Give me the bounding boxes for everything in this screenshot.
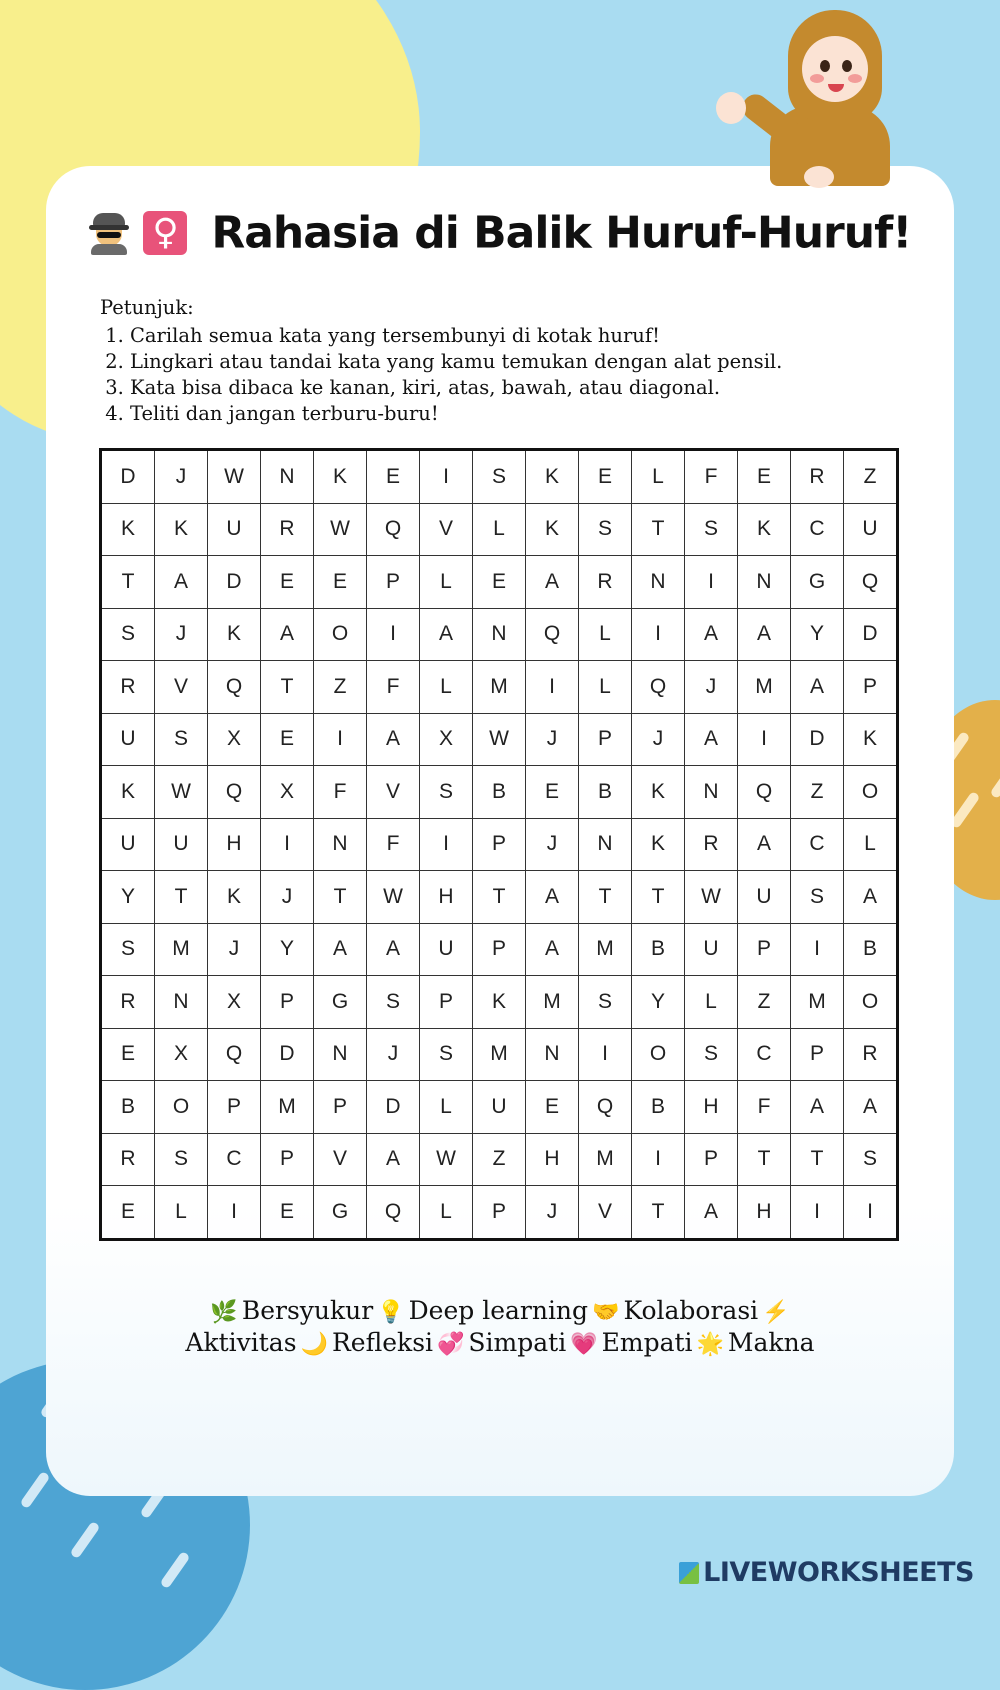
grid-row [101, 1133, 898, 1186]
grid-cell[interactable]: F [685, 450, 738, 504]
grid-cell[interactable]: V [579, 1186, 632, 1240]
grid-cell[interactable]: P [208, 1081, 261, 1134]
grid-cell[interactable]: S [155, 1133, 208, 1186]
word-list-item: Deep learning [408, 1296, 589, 1325]
heart-icon: 💗 [570, 1332, 598, 1357]
grid-cell[interactable]: O [844, 976, 898, 1029]
word-list-item: Aktivitas [185, 1328, 297, 1357]
grid-cell[interactable]: M [579, 923, 632, 976]
grid-cell[interactable]: Q [632, 661, 685, 714]
grid-row [101, 661, 898, 714]
grid-cell[interactable]: H [685, 1081, 738, 1134]
grid-cell[interactable]: G [791, 556, 844, 609]
grid-cell[interactable]: I [420, 818, 473, 871]
grid-cell[interactable]: L [420, 556, 473, 609]
grid-cell[interactable]: S [791, 871, 844, 924]
grid-cell[interactable]: K [526, 450, 579, 504]
grid-cell[interactable]: K [738, 503, 791, 556]
word-list-item: Simpati [468, 1328, 567, 1357]
grid-row [101, 871, 898, 924]
grid-cell[interactable]: M [579, 1133, 632, 1186]
grid-cell[interactable]: K [208, 871, 261, 924]
grid-row [101, 450, 898, 504]
grid-cell[interactable]: H [208, 818, 261, 871]
grid-row [101, 818, 898, 871]
grid-cell[interactable]: T [155, 871, 208, 924]
grid-cell[interactable]: J [632, 713, 685, 766]
grid-cell[interactable]: R [579, 556, 632, 609]
grid-cell[interactable]: E [526, 1081, 579, 1134]
page-title [0, 205, 1000, 259]
grid-cell[interactable]: T [632, 503, 685, 556]
grid-cell[interactable]: V [314, 1133, 367, 1186]
grid-cell[interactable]: K [526, 503, 579, 556]
grid-cell[interactable]: S [420, 1028, 473, 1081]
liveworksheets-logo-icon [679, 1562, 699, 1584]
grid-cell[interactable]: J [526, 713, 579, 766]
grid-cell[interactable]: I [579, 1028, 632, 1081]
grid-cell[interactable]: U [685, 923, 738, 976]
grid-cell[interactable]: X [420, 713, 473, 766]
grid-cell[interactable]: S [579, 503, 632, 556]
grid-cell[interactable]: D [101, 450, 155, 504]
grid-cell[interactable]: U [101, 818, 155, 871]
grid-cell[interactable]: X [208, 976, 261, 1029]
grid-cell[interactable]: K [473, 976, 526, 1029]
grid-cell[interactable]: W [367, 871, 420, 924]
grid-cell[interactable]: H [420, 871, 473, 924]
word-list-line-1 [46, 1296, 954, 1325]
grid-cell[interactable]: P [473, 923, 526, 976]
grid-cell[interactable]: P [473, 1186, 526, 1240]
grid-cell[interactable]: R [844, 1028, 898, 1081]
grid-cell[interactable]: A [844, 871, 898, 924]
instructions-heading: Petunjuk: [100, 296, 194, 319]
grid-cell[interactable]: I [791, 1186, 844, 1240]
lightbulb-icon: 💡 [377, 1300, 405, 1325]
grid-cell[interactable]: Q [208, 766, 261, 819]
grid-cell[interactable]: Z [314, 661, 367, 714]
grid-cell[interactable]: B [632, 923, 685, 976]
grid-cell[interactable]: K [632, 818, 685, 871]
grid-cell[interactable]: B [632, 1081, 685, 1134]
instructions [100, 296, 920, 427]
grid-cell[interactable]: P [685, 1133, 738, 1186]
grid-cell[interactable]: Q [208, 661, 261, 714]
word-list-line-2 [46, 1328, 954, 1357]
grid-cell[interactable]: N [261, 450, 314, 504]
grid-cell[interactable]: J [685, 661, 738, 714]
grid-cell[interactable]: V [420, 503, 473, 556]
grid-cell[interactable]: N [579, 818, 632, 871]
grid-cell[interactable]: L [420, 1081, 473, 1134]
grid-cell[interactable]: O [844, 766, 898, 819]
grid-cell[interactable]: K [632, 766, 685, 819]
grid-cell[interactable]: L [632, 450, 685, 504]
grid-cell[interactable]: T [632, 871, 685, 924]
grid-row [101, 556, 898, 609]
grid-cell[interactable]: P [314, 1081, 367, 1134]
grid-cell[interactable]: M [473, 661, 526, 714]
grid-cell[interactable]: U [101, 713, 155, 766]
grid-cell[interactable]: B [473, 766, 526, 819]
grid-row [101, 923, 898, 976]
grid-cell[interactable]: R [261, 503, 314, 556]
grid-cell[interactable]: G [314, 1186, 367, 1240]
grid-cell[interactable]: A [367, 713, 420, 766]
grid-row [101, 608, 898, 661]
word-list-item: Makna [727, 1328, 815, 1357]
grid-cell[interactable]: S [844, 1133, 898, 1186]
grid-cell[interactable]: D [791, 713, 844, 766]
star-icon: 🌟 [696, 1332, 724, 1357]
grid-cell[interactable]: A [367, 1133, 420, 1186]
grid-cell[interactable]: A [155, 556, 208, 609]
grid-cell[interactable]: Z [791, 766, 844, 819]
grid-cell[interactable]: X [155, 1028, 208, 1081]
grid-cell[interactable]: H [738, 1186, 791, 1240]
grid-cell[interactable]: J [208, 923, 261, 976]
grid-cell[interactable]: N [314, 1028, 367, 1081]
grid-cell[interactable]: S [420, 766, 473, 819]
title-text: Rahasia di Balik Huruf-Huruf! [211, 207, 912, 259]
grid-cell[interactable]: I [367, 608, 420, 661]
grid-cell[interactable]: X [261, 766, 314, 819]
grid-cell[interactable]: W [155, 766, 208, 819]
word-list-item: Kolaborasi [623, 1296, 759, 1325]
moon-icon: 🌙 [300, 1332, 328, 1357]
grid-cell[interactable]: R [101, 976, 155, 1029]
grid-cell[interactable]: F [738, 1081, 791, 1134]
grid-cell[interactable]: S [367, 976, 420, 1029]
grid-cell[interactable]: G [314, 976, 367, 1029]
grid-cell[interactable]: R [101, 661, 155, 714]
grid-cell[interactable]: E [579, 450, 632, 504]
grid-cell[interactable]: A [738, 608, 791, 661]
grid-cell[interactable]: R [791, 450, 844, 504]
grid-cell[interactable]: L [579, 608, 632, 661]
grid-cell[interactable]: J [155, 608, 208, 661]
grid-cell[interactable]: S [101, 923, 155, 976]
grid-cell[interactable]: J [155, 450, 208, 504]
grid-cell[interactable]: A [844, 1081, 898, 1134]
grid-cell[interactable]: U [844, 503, 898, 556]
grid-cell[interactable]: A [791, 1081, 844, 1134]
grid-cell[interactable]: X [208, 713, 261, 766]
grid-cell[interactable]: E [738, 450, 791, 504]
grid-cell[interactable]: K [314, 450, 367, 504]
grid-cell[interactable]: K [155, 503, 208, 556]
grid-cell[interactable]: U [420, 923, 473, 976]
grid-cell[interactable]: K [101, 503, 155, 556]
instruction-item: 3. Kata bisa dibaca ke kanan, kiri, atas, bawah, atau diagonal. [130, 375, 920, 401]
grid-cell[interactable]: I [685, 556, 738, 609]
grid-cell[interactable]: N [155, 976, 208, 1029]
grid-cell[interactable]: A [367, 923, 420, 976]
grid-cell[interactable]: Y [101, 871, 155, 924]
grid-cell[interactable]: N [473, 608, 526, 661]
grid-cell[interactable]: F [314, 766, 367, 819]
grid-cell[interactable]: A [526, 871, 579, 924]
grid-cell[interactable]: Q [208, 1028, 261, 1081]
grid-cell[interactable]: N [314, 818, 367, 871]
grid-cell[interactable]: I [632, 1133, 685, 1186]
grid-cell[interactable]: M [155, 923, 208, 976]
grid-cell[interactable]: M [738, 661, 791, 714]
logo-text: LIVEWORKSHEETS [703, 1557, 974, 1588]
grid-cell[interactable]: Y [632, 976, 685, 1029]
instruction-item: 2. Lingkari atau tandai kata yang kamu temukan dengan alat pensil. [130, 349, 920, 375]
grid-cell[interactable]: P [420, 976, 473, 1029]
grid-cell[interactable]: L [473, 503, 526, 556]
grid-cell[interactable]: I [420, 450, 473, 504]
grid-cell[interactable]: A [261, 608, 314, 661]
grid-cell[interactable]: N [738, 556, 791, 609]
grid-cell[interactable]: I [844, 1186, 898, 1240]
grid-cell[interactable]: A [526, 556, 579, 609]
grid-cell[interactable]: C [791, 818, 844, 871]
grid-cell[interactable]: I [261, 818, 314, 871]
grid-cell[interactable]: A [685, 608, 738, 661]
grid-cell[interactable]: P [579, 713, 632, 766]
grid-cell[interactable]: L [685, 976, 738, 1029]
grid-cell[interactable]: H [526, 1133, 579, 1186]
grid-cell[interactable]: A [526, 923, 579, 976]
grid-cell[interactable]: T [738, 1133, 791, 1186]
spy-icon [89, 211, 129, 255]
grid-cell[interactable]: Y [261, 923, 314, 976]
grid-cell[interactable]: I [314, 713, 367, 766]
grid-cell[interactable]: T [261, 661, 314, 714]
word-list-item: Bersyukur [241, 1296, 374, 1325]
grid-cell[interactable]: T [791, 1133, 844, 1186]
grid-row [101, 1028, 898, 1081]
grid-cell[interactable]: N [526, 1028, 579, 1081]
grid-row [101, 713, 898, 766]
grid-cell[interactable]: I [791, 923, 844, 976]
grid-row [101, 976, 898, 1029]
grid-cell[interactable]: A [420, 608, 473, 661]
grid-cell[interactable]: P [738, 923, 791, 976]
grid-cell[interactable]: B [579, 766, 632, 819]
grid-cell[interactable]: P [791, 1028, 844, 1081]
grid-cell[interactable]: E [101, 1186, 155, 1240]
grid-cell[interactable]: V [155, 661, 208, 714]
grid-cell[interactable]: T [473, 871, 526, 924]
grid-cell[interactable]: M [473, 1028, 526, 1081]
grid-cell[interactable]: N [685, 766, 738, 819]
grid-cell[interactable]: B [101, 1081, 155, 1134]
grid-cell[interactable]: A [314, 923, 367, 976]
instruction-item: 4. Teliti dan jangan terburu-buru! [130, 401, 920, 427]
grid-row [101, 766, 898, 819]
grid-cell[interactable]: I [632, 608, 685, 661]
grid-cell[interactable]: J [367, 1028, 420, 1081]
grid-cell[interactable]: A [791, 661, 844, 714]
grid-cell[interactable]: Q [367, 1186, 420, 1240]
grid-cell[interactable]: E [261, 1186, 314, 1240]
grid-cell[interactable]: C [738, 1028, 791, 1081]
grid-cell[interactable]: L [420, 1186, 473, 1240]
grid-cell[interactable]: K [844, 713, 898, 766]
girl-illustration [710, 6, 900, 192]
grid-cell[interactable]: U [738, 871, 791, 924]
grid-cell[interactable]: M [526, 976, 579, 1029]
grid-cell[interactable]: Z [844, 450, 898, 504]
word-search-grid [99, 448, 899, 1241]
grid-cell[interactable]: S [579, 976, 632, 1029]
grid-cell[interactable]: T [314, 871, 367, 924]
grid-cell[interactable]: I [208, 1186, 261, 1240]
grid-cell[interactable]: P [367, 556, 420, 609]
grid-cell[interactable]: P [261, 976, 314, 1029]
grid-cell[interactable]: U [473, 1081, 526, 1134]
grid-cell[interactable]: M [791, 976, 844, 1029]
grid-cell[interactable]: E [367, 450, 420, 504]
grid-cell[interactable]: S [473, 450, 526, 504]
grid-cell[interactable]: D [208, 556, 261, 609]
grid-cell[interactable]: W [208, 450, 261, 504]
word-list-item: Refleksi [331, 1328, 434, 1357]
grid-cell[interactable]: E [526, 766, 579, 819]
grid-cell[interactable]: I [526, 661, 579, 714]
grid-cell[interactable]: R [685, 818, 738, 871]
grid-cell[interactable]: A [685, 713, 738, 766]
grid-cell[interactable]: S [685, 1028, 738, 1081]
grid-cell[interactable]: V [367, 766, 420, 819]
grid-cell[interactable]: A [738, 818, 791, 871]
grid-cell[interactable]: C [208, 1133, 261, 1186]
grid-cell[interactable]: E [314, 556, 367, 609]
grid-cell[interactable]: P [261, 1133, 314, 1186]
grid-cell[interactable]: W [473, 713, 526, 766]
handshake-icon: 🤝 [592, 1300, 620, 1325]
grid-cell[interactable]: O [632, 1028, 685, 1081]
grid-cell[interactable]: N [632, 556, 685, 609]
grid-cell[interactable]: O [155, 1081, 208, 1134]
grid-cell[interactable]: D [844, 608, 898, 661]
instruction-item: 1. Carilah semua kata yang tersembunyi di kotak huruf! [130, 323, 920, 349]
grid-cell[interactable]: L [155, 1186, 208, 1240]
grid-cell[interactable]: M [261, 1081, 314, 1134]
grid-cell[interactable]: Z [473, 1133, 526, 1186]
grid-cell[interactable]: S [685, 503, 738, 556]
grid-cell[interactable]: W [420, 1133, 473, 1186]
grid-cell[interactable]: U [208, 503, 261, 556]
female-sign-icon: ♀ [143, 211, 187, 255]
grid-cell[interactable]: R [101, 1133, 155, 1186]
instructions-list [100, 323, 920, 427]
grid-cell[interactable]: Z [738, 976, 791, 1029]
word-list-item: Empati [601, 1328, 693, 1357]
grid-cell[interactable]: C [791, 503, 844, 556]
grid-cell[interactable]: Q [579, 1081, 632, 1134]
grid-cell[interactable]: Q [367, 503, 420, 556]
grid-cell[interactable]: U [155, 818, 208, 871]
grid-cell[interactable]: Y [791, 608, 844, 661]
grid-cell[interactable]: F [367, 661, 420, 714]
grid-cell[interactable]: E [261, 713, 314, 766]
grid-cell[interactable]: B [844, 923, 898, 976]
grid-cell[interactable]: L [844, 818, 898, 871]
grid-cell[interactable]: J [526, 818, 579, 871]
grid-cell[interactable]: W [314, 503, 367, 556]
grid-cell[interactable]: A [685, 1186, 738, 1240]
grid-cell[interactable]: J [526, 1186, 579, 1240]
grid-cell[interactable]: I [738, 713, 791, 766]
lightning-icon: ⚡ [762, 1300, 790, 1325]
grid-cell[interactable]: K [101, 766, 155, 819]
grid-row [101, 503, 898, 556]
grid-cell[interactable]: S [101, 608, 155, 661]
grid-cell[interactable]: P [473, 818, 526, 871]
grid-cell[interactable]: K [208, 608, 261, 661]
grid-cell[interactable]: Q [526, 608, 579, 661]
grid-cell[interactable]: F [367, 818, 420, 871]
herb-icon: 🌿 [210, 1300, 238, 1325]
grid-cell[interactable]: T [579, 871, 632, 924]
grid-cell[interactable]: L [579, 661, 632, 714]
liveworksheets-logo [679, 1557, 974, 1588]
grid-cell[interactable]: T [632, 1186, 685, 1240]
grid-cell[interactable]: Q [738, 766, 791, 819]
grid-cell[interactable]: E [261, 556, 314, 609]
grid-cell[interactable]: Q [844, 556, 898, 609]
grid-cell[interactable]: W [685, 871, 738, 924]
grid-cell[interactable]: E [101, 1028, 155, 1081]
grid-cell[interactable]: S [155, 713, 208, 766]
grid-row [101, 1186, 898, 1240]
grid-cell[interactable]: P [844, 661, 898, 714]
grid-row [101, 1081, 898, 1134]
hearts-icon: 💞 [437, 1332, 465, 1357]
grid-cell[interactable]: J [261, 871, 314, 924]
grid-cell[interactable]: T [101, 556, 155, 609]
grid-cell[interactable]: L [420, 661, 473, 714]
grid-cell[interactable]: D [367, 1081, 420, 1134]
grid-cell[interactable]: E [473, 556, 526, 609]
grid-cell[interactable]: O [314, 608, 367, 661]
grid-cell[interactable]: D [261, 1028, 314, 1081]
